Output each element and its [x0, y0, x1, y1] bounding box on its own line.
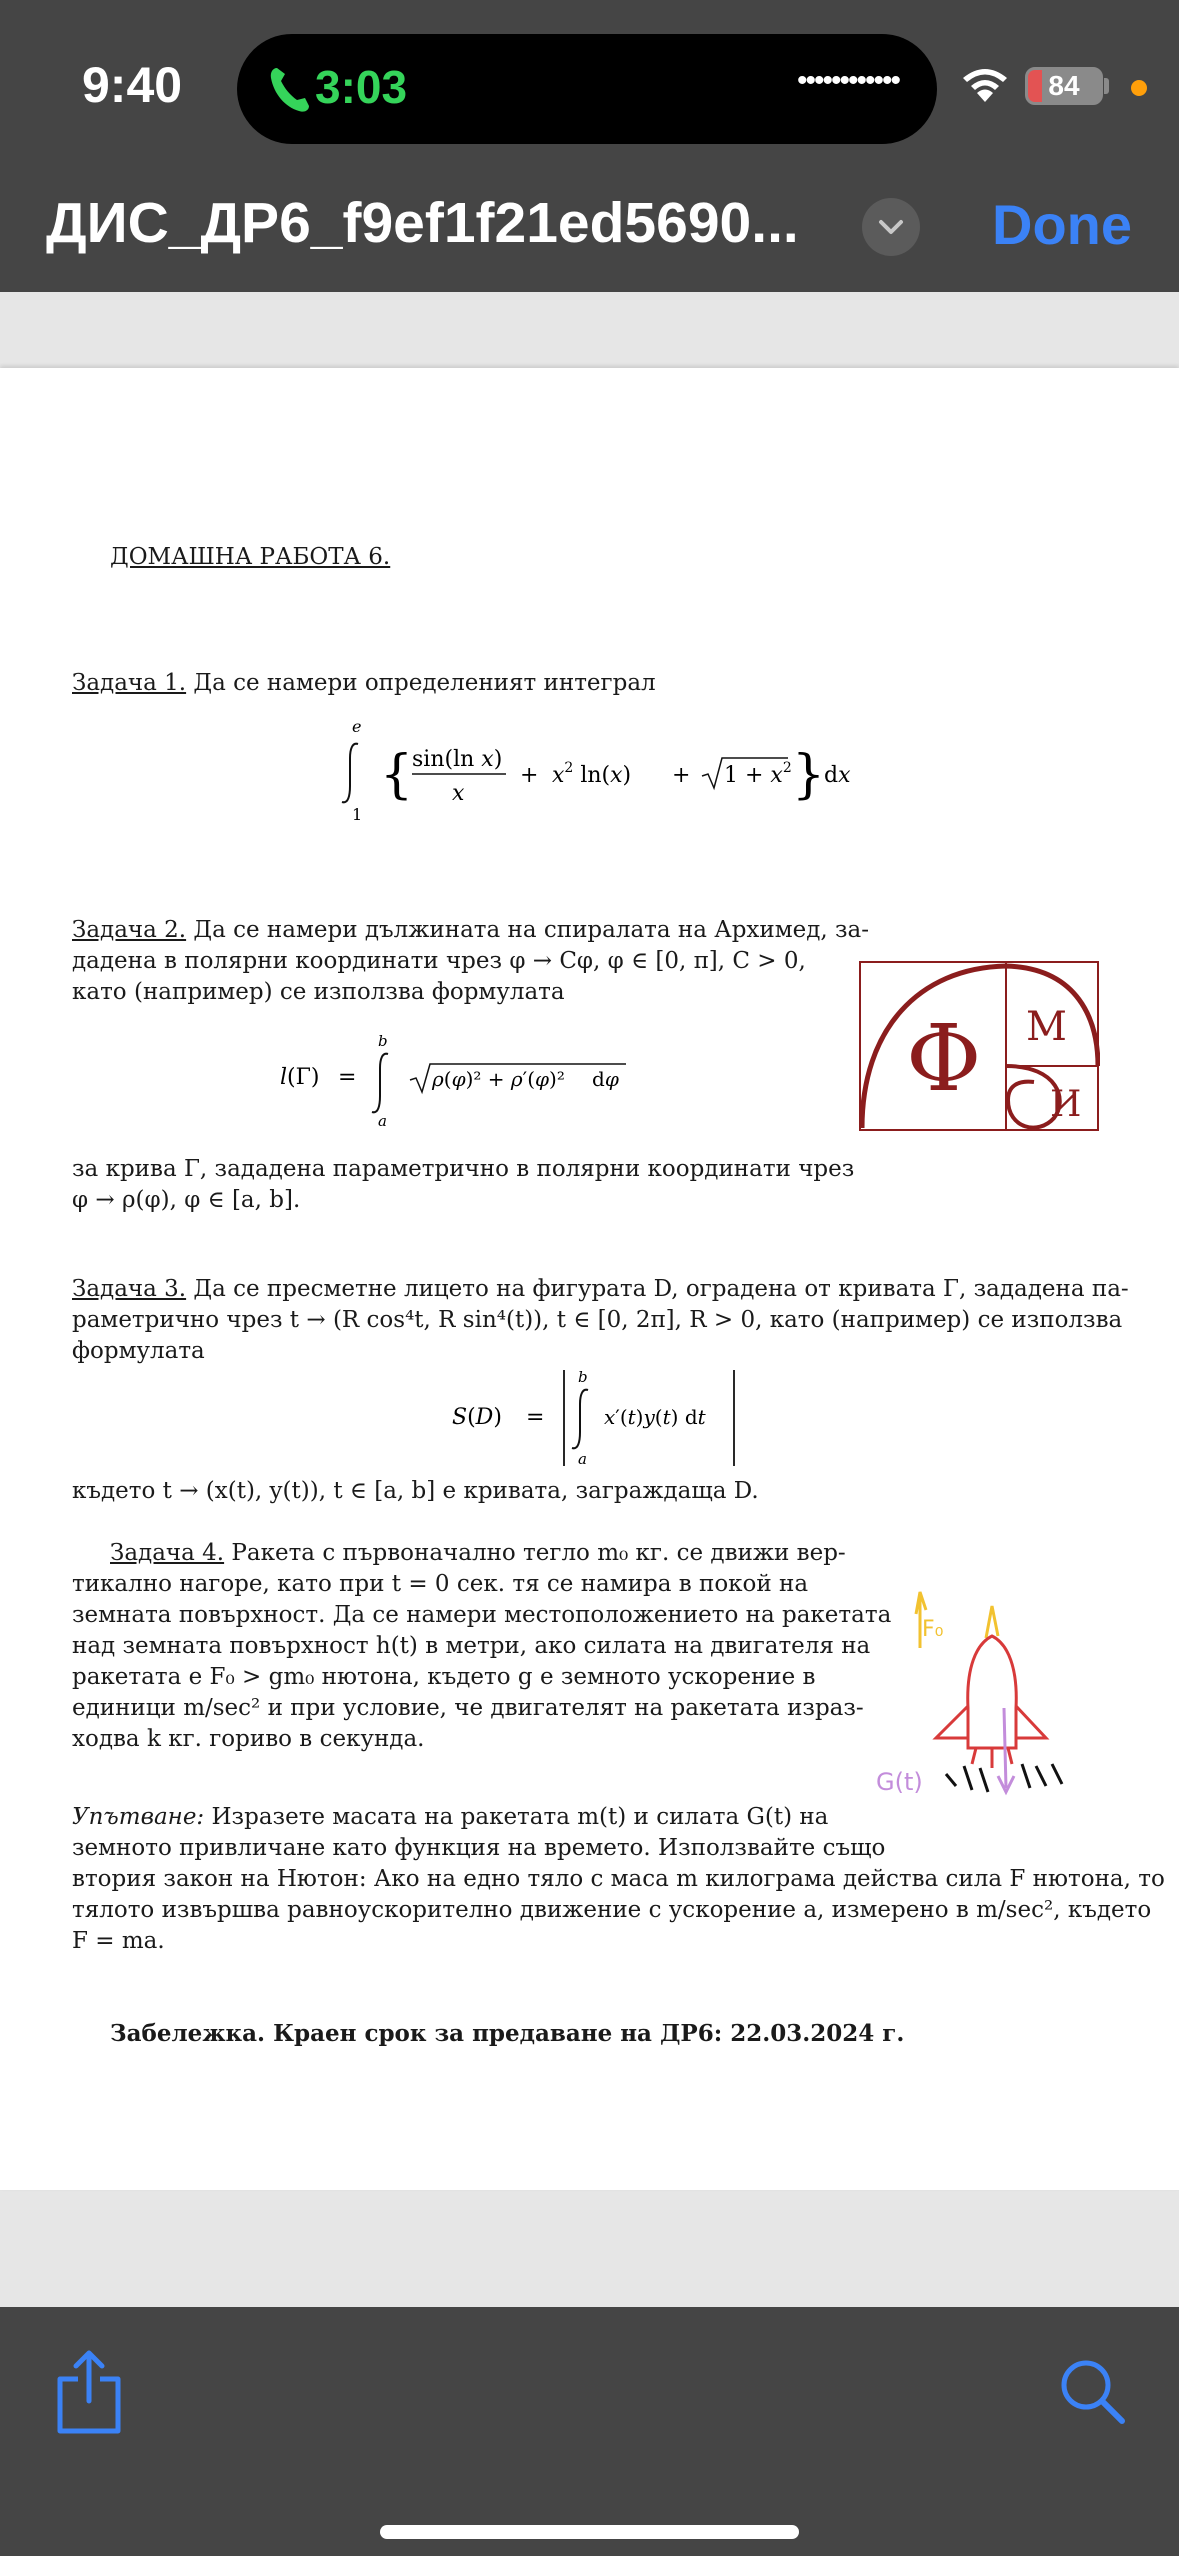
hint-line-4: тялото извършва равноускорително движение с ускорение a, измерено в m/sec², където: [72, 1897, 1152, 1923]
phone-icon: [265, 62, 313, 116]
task4-label: Задача 4.: [110, 1540, 225, 1566]
svg-text:=: =: [338, 1065, 357, 1090]
task3-line-3: формулата: [72, 1338, 205, 1364]
done-button[interactable]: Done: [992, 193, 1132, 256]
call-duration: 3:03: [315, 61, 408, 113]
task2-line-3: като (например) се използва формулата: [72, 979, 565, 1005]
hint-line-3: втория закон на Нютон: Ако на едно тяло с маса m килограма действа сила F нютона, то: [72, 1866, 1165, 1892]
hint-label: Упътване:: [72, 1804, 205, 1830]
task1-intro: [72, 668, 656, 699]
svg-text:sin(ln x): sin(ln x): [412, 747, 503, 772]
svg-text:x′(t)y(t) dt: x′(t)y(t) dt: [604, 1405, 706, 1429]
task2-line-2: дадена в полярни координати чрез φ → Cφ, φ ∈ [0, π], C > 0,: [72, 948, 806, 974]
rocket-sketch: [876, 1588, 1096, 1808]
hint-line-2: земното привличане като функция на времето. Използвайте също: [72, 1835, 886, 1861]
task1-label: Задача 1.: [72, 670, 187, 696]
svg-text:+: +: [672, 763, 691, 788]
search-icon[interactable]: [1058, 2357, 1126, 2425]
hint-line-5: F = ma.: [72, 1928, 165, 1954]
svg-text:1 + x2: $1 + x^2$: [724, 760, 792, 788]
svg-text:=: =: [526, 1405, 545, 1430]
audio-waveform: ••••••••••••: [796, 64, 899, 97]
task4-line-7: ходва k кг. гориво в секунда.: [72, 1726, 425, 1752]
svg-text:М: М: [1026, 1004, 1067, 1050]
svg-text:x: x: [452, 781, 465, 806]
svg-text:{: {: [380, 745, 414, 805]
battery-level: 84: [1048, 70, 1080, 101]
task1-formula: [330, 716, 870, 826]
svg-text:S(D): S(D): [452, 1405, 502, 1430]
hint-line-1: Упътване: Изразете масата на ракетата m(t) и силата G(t) на: [72, 1804, 829, 1830]
document-page[interactable]: [0, 368, 1179, 2190]
battery-cap: [1104, 78, 1109, 94]
svg-text:b: b: [378, 1032, 388, 1050]
task4-line-6: единици m/sec² и при условие, че двигателят на ракетата израз-: [72, 1695, 864, 1721]
battery-indicator: [1025, 67, 1103, 105]
fmi-logo: [858, 960, 1100, 1132]
svg-text:dφ: dφ: [592, 1067, 619, 1091]
task4-line-5: ракетата е F₀ > gm₀ нютона, където g е земното ускорение в: [72, 1664, 816, 1690]
svg-text:x2 ln(x): $x^2$ ln(x): [552, 760, 632, 788]
title-menu-button[interactable]: [862, 198, 920, 256]
svg-text:b: b: [578, 1368, 588, 1386]
svg-text:G(t): G(t): [876, 1768, 923, 1796]
task3-formula: [448, 1364, 748, 1468]
task4-line-4: над земната повърхност h(t) в метри, ако силата на двигателя на: [72, 1633, 871, 1659]
wifi-icon: [960, 66, 1010, 104]
task2-after-2: φ → ρ(φ), φ ∈ [a, b].: [72, 1187, 301, 1213]
task3-line-2: раметрично чрез t → (R cos⁴t, R sin⁴(t)), t ∈ [0, 2π], R > 0, като (например) се използва: [72, 1307, 1123, 1333]
deadline-note: Забележка. Краен срок за предаване на ДР6: 22.03.2024 г.: [110, 2020, 905, 2047]
task4-line-2: тикално нагоре, като при t = 0 сек. тя се намира в покой на: [72, 1571, 809, 1597]
svg-text:+: +: [520, 763, 539, 788]
top-bar: [0, 0, 1179, 292]
status-time: 9:40: [82, 57, 183, 113]
home-indicator[interactable]: [380, 2525, 799, 2539]
share-icon[interactable]: [54, 2349, 124, 2435]
task2-line-1: Задача 2. Да се намери дължината на спиралата на Архимед, за-: [72, 917, 870, 943]
svg-text:ρ(φ)² + ρ′(φ)²: ρ(φ)² + ρ′(φ)²: [432, 1067, 565, 1091]
svg-text:l(Γ): l(Γ): [280, 1065, 320, 1090]
svg-text:e: e: [352, 717, 362, 736]
svg-text:Φ: Φ: [906, 1005, 982, 1112]
svg-text:a: a: [378, 1112, 387, 1128]
page-heading: ДОМАШНА РАБОТА 6.: [110, 544, 391, 570]
svg-text:1: 1: [352, 805, 363, 824]
dynamic-island[interactable]: [237, 34, 937, 144]
task1-text: Да се намери определеният интеграл: [193, 670, 656, 696]
task2-label: Задача 2.: [72, 917, 187, 943]
mic-indicator-dot: [1131, 80, 1147, 96]
document-title[interactable]: ДИС_ДР6_f9ef1f21ed5690...: [46, 191, 799, 255]
task4-line-3: земната повърхност. Да се намери местоположението на ракетата: [72, 1602, 892, 1628]
bottom-toolbar: [0, 2307, 1179, 2556]
svg-text:}: }: [792, 745, 826, 805]
svg-text:a: a: [578, 1450, 587, 1468]
task2-formula: [270, 1028, 650, 1128]
svg-text:dx: dx: [824, 763, 851, 788]
task4-line-1: Задача 4. Ракета с първоначално тегло m₀ кг. се движи вер-: [110, 1540, 846, 1566]
task3-line-1: Задача 3. Да се пресметне лицето на фигурата D, оградена от кривата Γ, зададена па-: [72, 1276, 1129, 1302]
task2-after-1: за крива Γ, зададена параметрично в полярни координати чрез: [72, 1156, 855, 1182]
svg-text:F₀: F₀: [922, 1617, 944, 1642]
task3-after: където t → (x(t), y(t)), t ∈ [a, b] е кривата, заграждаща D.: [72, 1478, 759, 1504]
chevron-down-icon: [862, 198, 920, 256]
svg-text:И: И: [1050, 1084, 1082, 1125]
task3-label: Задача 3.: [72, 1276, 187, 1302]
